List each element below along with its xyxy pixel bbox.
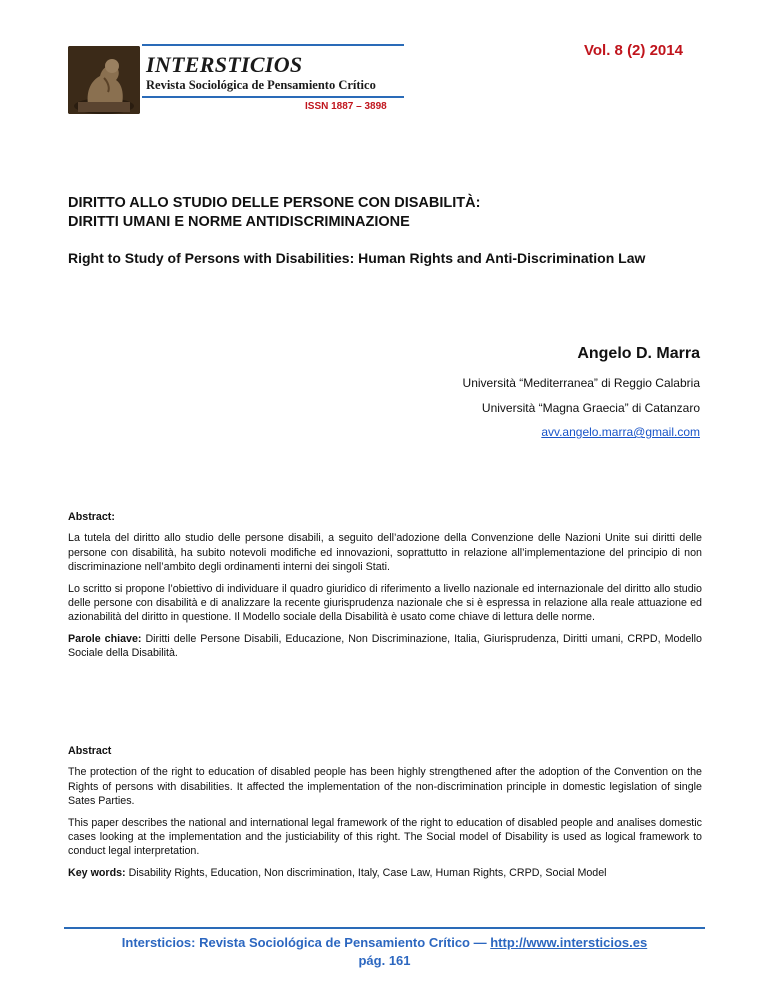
footer-journal-name: Intersticios: Revista Sociológica de Pensamiento Crítico — — [121, 935, 487, 950]
affiliation-1: Università “Mediterranea” di Reggio Calabria — [462, 376, 700, 390]
author-email-link[interactable]: avv.angelo.marra@gmail.com — [541, 425, 700, 439]
keywords-italian — [68, 632, 702, 661]
abstract-english-para-1: The protection of the right to education of disabled people has been highly strengthened after the adoption of the Convention on the Rights of persons with disabilities. It affected the implementation of the non-discrimination principle in domestic legislation of single Sates Parties. — [68, 766, 702, 808]
author-name: Angelo D. Marra — [577, 345, 700, 362]
footer-rule — [64, 927, 705, 929]
keywords-italian-label: Parole chiave: — [68, 632, 142, 645]
journal-subtitle: Revista Sociológica de Pensamiento Crítico — [146, 78, 376, 92]
masthead-bottom-rule — [142, 96, 404, 98]
page-number: pág. 161 — [358, 953, 411, 968]
thinker-sculpture-icon — [68, 46, 140, 114]
title-italian-line-2: DIRITTI UMANI E NORME ANTIDISCRIMINAZIONE — [68, 214, 410, 230]
affiliation-2: Università “Magna Graecia” di Catanzaro — [481, 401, 700, 415]
keywords-english — [68, 866, 702, 880]
abstract-italian-heading: Abstract: — [68, 511, 115, 523]
volume-label: Vol. 8 (2) 2014 — [584, 42, 683, 59]
masthead-top-rule — [142, 44, 404, 46]
keywords-english-text: Disability Rights, Education, Non discrimination, Italy, Case Law, Human Rights, CRPD, Social Model — [128, 866, 607, 879]
abstract-italian-para-1: La tutela del diritto allo studio delle persone disabili, a seguito dell’adozione della Convenzione delle Nazioni Unite sui diritti delle persone con disabilità, ha subito notevoli modifiche ed innovazioni, soprattutto in relazione all’implementazione del principio di non discriminazione nell’ambito degli ordinamenti interni dei singoli Stati. — [68, 532, 702, 574]
abstract-italian — [68, 510, 702, 661]
title-italian-line-1: DIRITTO ALLO STUDIO DELLE PERSONE CON DISABILITÀ: — [68, 195, 481, 211]
footer-url-link[interactable]: http://www.intersticios.es — [490, 935, 648, 950]
abstract-english-heading: Abstract — [68, 745, 112, 757]
abstract-italian-para-2: Lo scritto si propone l’obiettivo di individuare il quadro giuridico di riferimento a livello nazionale ed internazionale del diritto allo studio delle persone con disabilità e di analizzare la recente giurisprudenza nazionale che si è espressa in relazione alla reale attuazione ed azionabilità del diritto in questione. Il Modello sociale della Disabilità è usato come chiave di lettura delle norme. — [68, 582, 702, 624]
abstract-english — [68, 744, 702, 880]
article-title-english: Right to Study of Persons with Disabilities: Human Rights and Anti-Discrimination Law — [68, 250, 646, 266]
journal-title: INTERSTICIOS — [146, 52, 303, 77]
keywords-english-label: Key words: — [68, 866, 126, 879]
footer-journal-line — [64, 935, 705, 950]
abstract-english-para-2: This paper describes the national and international legal framework of the right to education of disabled people and analises domestic cases looking at the implementation and the justiciability of this right. The Social model of Disability is used as logical framework to conduct legal interpretation. — [68, 816, 702, 858]
journal-logo-image — [68, 46, 140, 114]
keywords-italian-text: Diritti delle Persone Disabili, Educazione, Non Discriminazione, Italia, Giurisprudenza, Diritti umani, CRPD, Modello Sociale della Disabilità. — [68, 632, 702, 660]
article-title-italian — [68, 194, 708, 232]
issn: ISSN 1887 – 3898 — [305, 101, 387, 112]
